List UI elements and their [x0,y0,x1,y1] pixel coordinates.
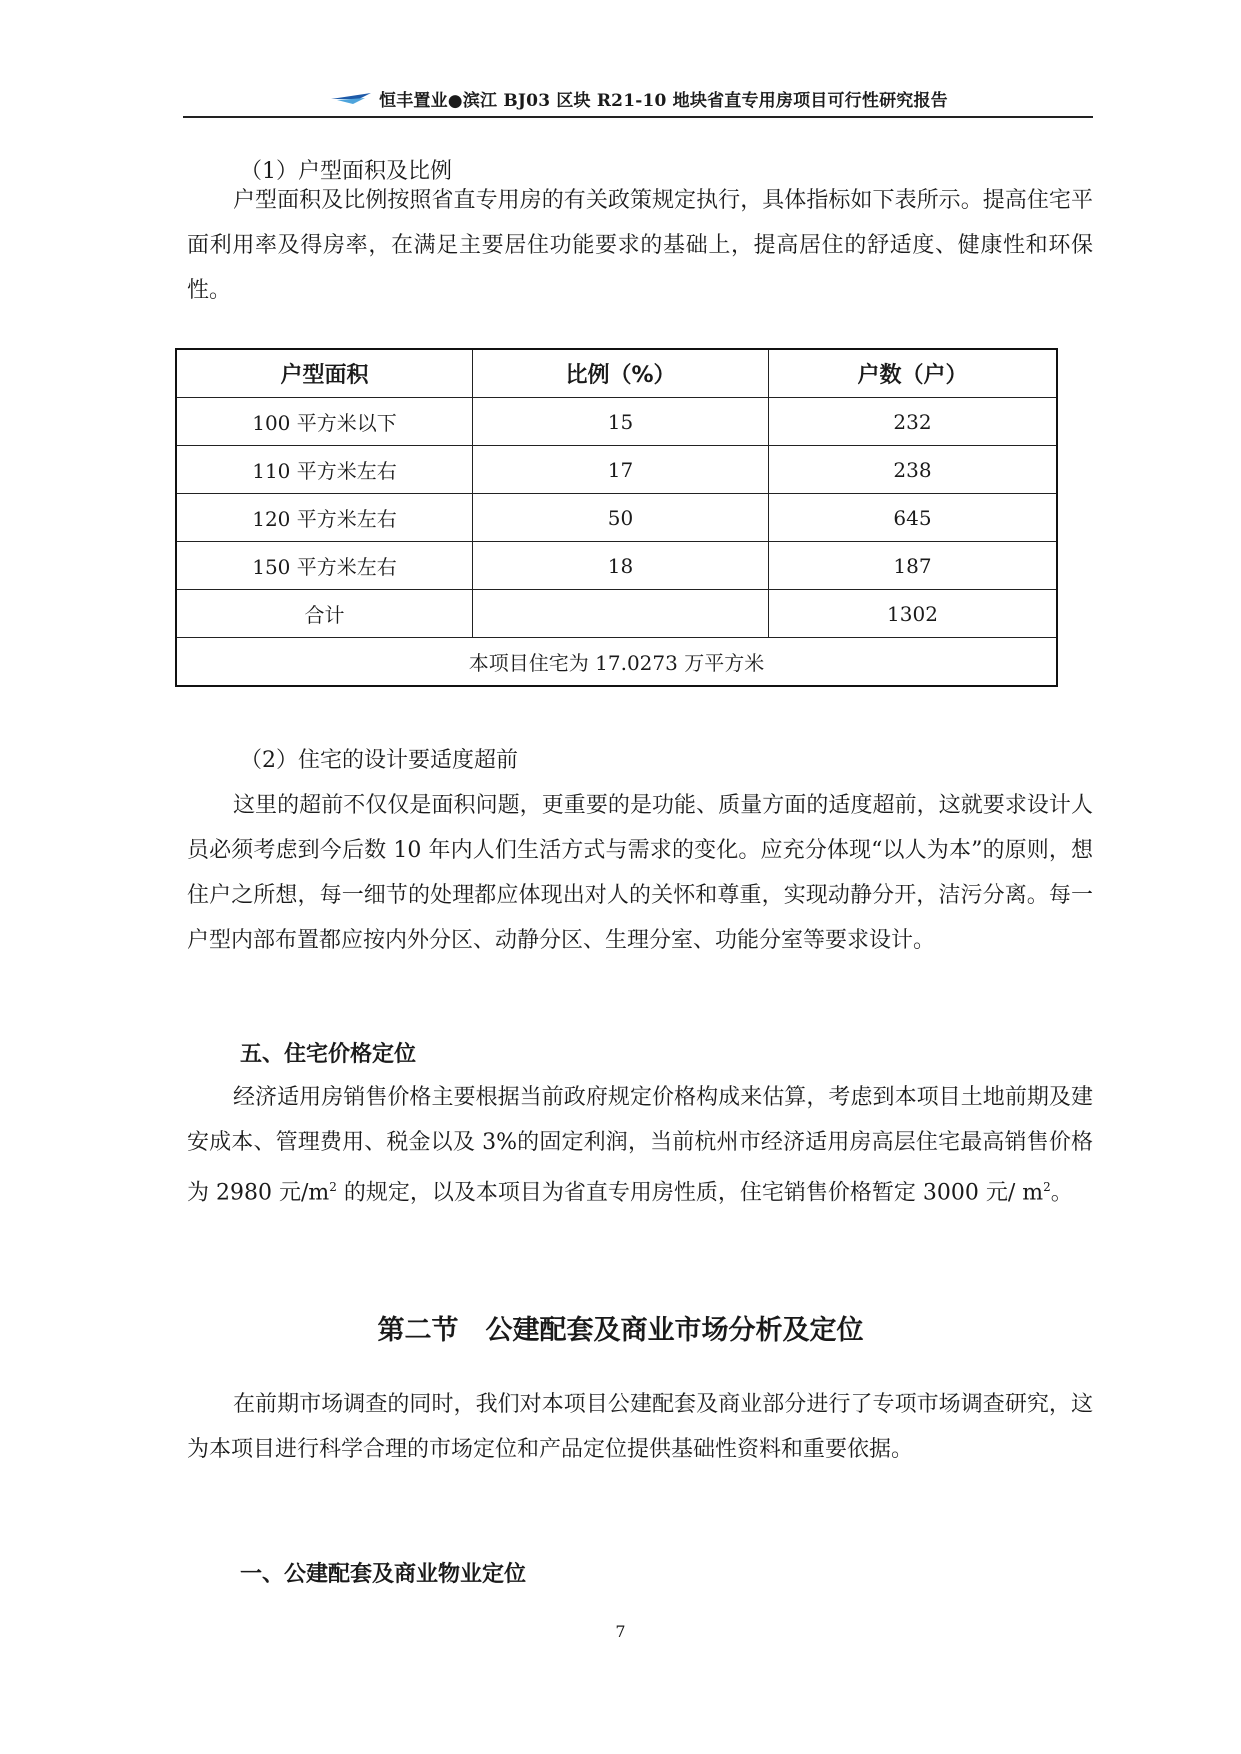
chapter-section-title: 第二节 公建配套及商业市场分析及定位 [377,1315,864,1346]
table-row [176,542,1057,590]
table-cell: 232 [769,398,1058,446]
subsection-heading-design: （2）住宅的设计要适度超前 [240,748,518,773]
table-cell: 150 平方米左右 [176,542,473,590]
table-cell: 1302 [769,590,1058,638]
table-cell: 645 [769,494,1058,542]
table-cell: 187 [769,542,1058,590]
unit-ratio-table [175,348,1058,687]
paragraph-design: 这里的超前不仅仅是面积问题，更重要的是功能、质量方面的适度超前，这就要求设计人员必须考虑到今后数 10 年内人们生活方式与需求的变化。应充分体现“以人为本”的原则，想住户之所想，每一细节的处理都应体现出对人的关怀和尊重，实现动静分开，洁污分离。每一户型内部布置都应按内外分区、动静分区、生理分室、功能分室等要求设计。 [187,793,1093,953]
table-footer-note: 本项目住宅为 17.0273 万平方米 [176,638,1057,687]
subsection-heading-unit-area: （1）户型面积及比例 [240,159,452,184]
table-row [176,398,1057,446]
table-cell: 50 [473,494,769,542]
table-header-cell: 比例（%） [473,349,769,398]
table-cell: 100 平方米以下 [176,398,473,446]
table-footer-row [176,638,1057,687]
table-cell: 15 [473,398,769,446]
header-title: 恒丰置业●滨江 BJ03 区块 R21-10 地块省直专用房项目可行性研究报告 [379,91,948,111]
table-header-cell: 户数（户） [769,349,1058,398]
table-cell: 17 [473,446,769,494]
table-cell: 238 [769,446,1058,494]
table-cell: 120 平方米左右 [176,494,473,542]
table-header-row [176,349,1057,398]
table-cell: 18 [473,542,769,590]
page-number: 7 [615,1622,626,1641]
page-header [183,80,1093,118]
paragraph-unit-area: 户型面积及比例按照省直专用房的有关政策规定执行，具体指标如下表所示。提高住宅平面利用率及得房率，在满足主要居住功能要求的基础上，提高居住的舒适度、健康性和环保性。 [187,188,1093,303]
table-row [176,494,1057,542]
table-row-total [176,590,1057,638]
table-cell: 合计 [176,590,473,638]
table-row [176,446,1057,494]
table-cell [473,590,769,638]
table-cell: 110 平方米左右 [176,446,473,494]
section-heading-positioning: 一、公建配套及商业物业定位 [240,1562,527,1587]
paragraph-price: 经济适用房销售价格主要根据当前政府规定价格构成来估算，考虑到本项目土地前期及建安成本、管理费用、税金以及 3%的固定利润，当前杭州市经济适用房高层住宅最高销售价格为 2980 元$/m^2$ 的规定，以及本项目为省直专用房性质，住宅销售价格暂定 3000 元/ $m^2$。 [187,1085,1093,1206]
section-heading-price: 五、住宅价格定位 [240,1042,417,1067]
company-logo-icon [331,90,371,106]
table-header-cell: 户型面积 [176,349,473,398]
paragraph-market-research: 在前期市场调查的同时，我们对本项目公建配套及商业部分进行了专项市场调查研究，这为本项目进行科学合理的市场定位和产品定位提供基础性资料和重要依据。 [187,1392,1093,1462]
